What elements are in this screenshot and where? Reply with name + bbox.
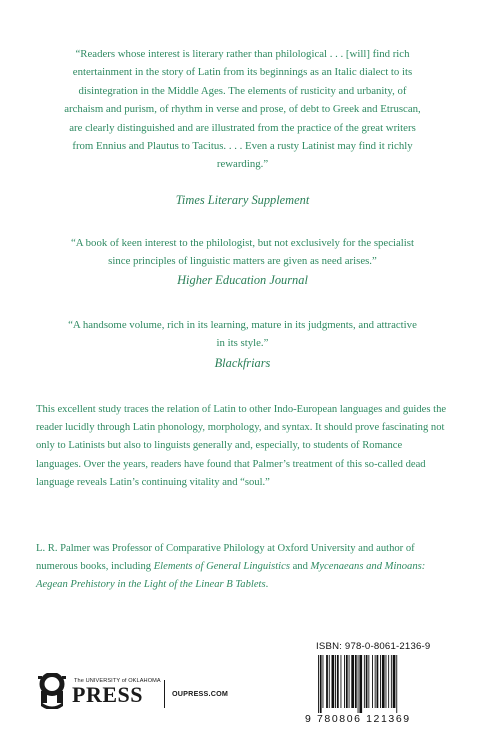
- barcode-bar: [341, 655, 342, 708]
- barcode-bar: [351, 655, 354, 708]
- review-quote-1: “Readers whose interest is literary rather than philological . . . [will] find rich entertainment in the story of Latin from its beginnings as an Italic dialect to its disintegration in the Middle Ages. The elements of rusticity and urbanity, of archaism and purism, of rhythm in verse and prose, of debt to Greek and Etruscan, are clearly distinguished and are illustrated from the practice of the great writers from Ennius and Plautus to Tacitus. . . . Even a rusty Latinist may find it richly rewarding.”: [64, 48, 421, 171]
- ou-logo-icon: [37, 673, 67, 709]
- barcode-bar: [366, 655, 368, 708]
- author-bio-end: .: [265, 579, 269, 591]
- barcode-bar: [335, 655, 336, 708]
- logo-divider: [164, 680, 165, 708]
- review-quote-2: “A book of keen interest to the philologist, but not exclusively for the specialist since principles of linguistic matters are given as need arises.”: [70, 237, 415, 268]
- author-book-title-1: Elements of General Linguistics: [153, 561, 290, 573]
- author-book-title-2: Mycenaeans and Minoans: Aegean Prehistory in the Light of the Linear B Tablets: [36, 561, 426, 591]
- barcode-bar: [344, 655, 345, 708]
- review-source-3: Blackfriars: [214, 356, 271, 370]
- barcode-bar: [375, 655, 376, 708]
- barcode-bar: [393, 655, 396, 708]
- review-source-2: Higher Education Journal: [177, 273, 308, 287]
- publisher-wordmark: PRESS: [72, 682, 143, 707]
- barcode-bar: [377, 655, 379, 708]
- barcode-bar: [323, 655, 324, 708]
- review-quote-3: “A handsome volume, rich in its learning, mature in its judgments, and attractive in its style.”: [68, 319, 417, 350]
- barcode-icon: [314, 655, 444, 713]
- barcode-bar: [320, 655, 322, 713]
- author-bio-text: L. R. Palmer was Professor of Comparative Philology at Oxford University and author of numerous books, including: [36, 543, 415, 573]
- barcode-bar: [386, 655, 387, 708]
- barcode-bar: [329, 655, 330, 708]
- barcode-bar: [337, 655, 339, 708]
- publisher-name-small: The UNIVERSITY of OKLAHOMA: [74, 678, 161, 684]
- publisher-url: OUPRESS.COM: [172, 689, 229, 698]
- barcode-bar: [358, 655, 359, 713]
- barcode-bar: [364, 655, 365, 708]
- barcode-bar: [372, 655, 373, 708]
- barcode-bar: [346, 655, 348, 708]
- isbn-label: ISBN: 978-0-8061-2136-9: [316, 641, 431, 652]
- barcode-bar: [359, 655, 362, 713]
- barcode-bar: [382, 655, 385, 708]
- author-bio-connector: and: [289, 561, 311, 573]
- barcode-bar: [368, 655, 369, 708]
- barcode-bar: [380, 655, 381, 708]
- barcode-bar: [396, 655, 397, 713]
- barcode-bar: [349, 655, 350, 708]
- barcode-bar: [326, 655, 328, 708]
- barcode-bar: [355, 655, 357, 708]
- author-bio: [36, 540, 449, 595]
- book-description: This excellent study traces the relation of Latin to other Indo-European languages and guides the reader lucidly through Latin phonology, morphology, and syntax. It should prove fascinating not only to Latinists but also to linguists generally and, especially, to students of Romance languages. Over the years, readers have found that Palmer’s treatment of this so-called dead language reveals Latin’s continuing vitality and “soul.”: [36, 404, 447, 488]
- barcode-bar: [391, 655, 392, 708]
- barcode-digits: 9 780806 121369: [305, 713, 411, 725]
- barcode-bar: [388, 655, 389, 708]
- review-source-1: Times Literary Supplement: [175, 193, 310, 207]
- barcode-bar: [318, 655, 319, 713]
- barcode-bar: [332, 655, 335, 708]
